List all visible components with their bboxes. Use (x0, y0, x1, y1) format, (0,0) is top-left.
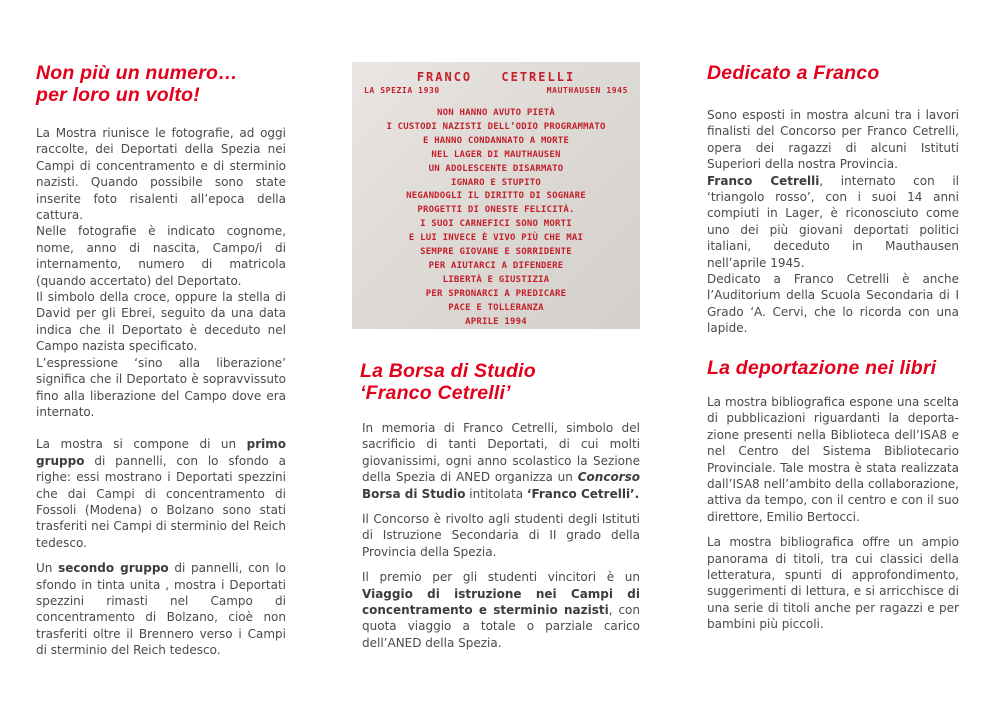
paragraph-concorso: In memoria di Franco Cetrelli, simbolo del sacrificio di tanti Deportati, di cui molti giovanissimi, ogni anno scolastico la Sezione della Spezia di ANED organizza un Concorso Borsa di Studio intitolata ‘Franco Cetrelli’. (362, 421, 640, 501)
plaque-line: UN ADOLESCENTE DISARMATO (428, 163, 564, 174)
paragraph-franco: Franco Cetrelli, internato con il ‘triangolo rosso’, con i suoi 14 anni compiuti in Lager, è riconosciuto come uno dei più giovani deportati politici italiani, deceduto in Mauthausen nell’aprile 1945. (707, 173, 959, 270)
plaque-line: PACE E TOLLERANZA (448, 302, 544, 313)
plaque-epitaph (352, 107, 640, 330)
bold-first-group: primo gruppo (36, 437, 286, 468)
section-title-dedicato: Dedicato a Franco (707, 62, 880, 84)
paragraph-second-group: Un secondo gruppo di pannelli, con lo sfondo in tinta unita , mostra i Deportati spezzini rimasti nel Campo di concentramento di Bolzano, cioè non trasferiti oltre il Brennero verso i Campi di sterminio del Reich tedesco. (36, 561, 287, 658)
section-title-borsa (360, 360, 640, 404)
paragraph-photo-info: Nelle fotografie è indicato cognome, nome, anno di nascita, Campo/i di internamento, numero di matricola (quando accertato) del Deportato. (36, 224, 286, 288)
plaque-line: NEL LAGER DI MAUTHAUSEN (431, 149, 561, 160)
plaque-name: FRANCO CETRELLI (416, 70, 576, 84)
plaque-line: E LUI INVECE È VIVO PIÙ CHE MAI (408, 233, 584, 244)
plaque-line: APRILE 1994 (465, 316, 527, 327)
plaque-dates (364, 86, 628, 95)
bold-borsa: Borsa di Studio (362, 486, 466, 501)
plaque-line: PER AIUTARCI A DIFENDERE (428, 260, 564, 271)
title-line-1: La Borsa di Studio (360, 360, 536, 382)
plaque-line: NEGANDOGLI IL DIRITTO DI SOGNARE (406, 191, 586, 202)
plaque-line: SEMPRE GIOVANE E SORRIDENTE (420, 247, 572, 258)
paragraph-bibliografica: La mostra bibliografica espone una scelta di pubblicazioni riguardanti la deporta-zione presenti nella Biblioteca dell’ISA8 e nel Centro del Sistema Bibliotecario Provinciale. Tale mostra è stata realizzata dall’ISA8 nell’ambito della collaborazione, attiva da tempo, con il centro e con il suo direttore, Emilio Bertocci. (707, 395, 959, 524)
plaque-line: NON HANNO AVUTO PIETÀ (437, 108, 555, 118)
plaque-death: MAUTHAUSEN 1945 (546, 86, 628, 95)
bold-viaggio: Viaggio di istruzione nei Campi di concentramento e sterminio nazisti (362, 586, 640, 618)
title-line-2: per loro un volto! (36, 84, 200, 106)
paragraph-esposti: Sono esposti in mostra alcuni tra i lavori finalisti del Concorso per Franco Cetrelli, opera dei ragazzi di alcuni Istituti Superiori della nostra Provincia. (707, 108, 959, 172)
paragraph-panorama: La mostra bibliografica offre un ampio panorama di titoli, tra cui classici della letteratura, spunti di approfondimento, suggerimenti di lettura, e si arricchisce di una serie di titoli anche per ragazzi e per bambini più piccoli. (707, 535, 959, 632)
plaque-line: IGNARO E STUPITO (451, 177, 541, 188)
plaque-line: PROGETTI DI ONESTE FELICITÀ. (417, 205, 575, 216)
memorial-plaque-photo (352, 62, 640, 329)
paragraph-rivolto: Il Concorso è rivolto agli studenti degli Istituti di Istruzione Secondaria di II grado della Provincia della Spezia. (362, 512, 640, 559)
section-title-libri: La deportazione nei libri (707, 357, 937, 379)
title-line-1: Non più un numero… (36, 62, 238, 84)
paragraph-symbols: Il simbolo della croce, oppure la stella di David per gli Ebrei, seguito da una data indica che il Deportato è deceduto nel Campo nazista specificato. (36, 290, 286, 354)
paragraph-first-group: La mostra si compone di un primo gruppo di pannelli, con lo sfondo a righe: essi mostrano i Deportati spezzini che dai Campi di concentramento di Fossoli (Modena) o Bolzano sono stati trasferiti nei Campi di sterminio del Reich tedesco. (36, 437, 286, 550)
plaque-line: I SUOI CARNEFICI SONO MORTI (420, 219, 572, 230)
plaque-line: E HANNO CONDANNATO A MORTE (422, 135, 570, 146)
plaque-line: I CUSTODI NAZISTI DELL’ODIO PROGRAMMATO (386, 121, 606, 132)
bold-franco-cetrelli: ‘Franco Cetrelli’. (526, 486, 640, 501)
plaque-line: LIBERTÀ E GIUSTIZIA (442, 274, 550, 285)
bold-franco-cetrelli: Franco Cetrelli (707, 173, 820, 188)
paragraph-liberation: L’espressione ‘sino alla liberazione’ significa che il Deportato è sopravvissuto fino alla liberazione del Campo dove era internato. (36, 355, 286, 419)
bold-concorso: Concorso (577, 470, 640, 485)
bold-second-group: secondo gruppo (58, 561, 169, 576)
section-title-mostra (36, 62, 296, 106)
paragraph-auditorium: Dedicato a Franco Cetrelli è anche l’Auditorium della Scuola Secondaria di I Grado ‘A. Cervi, che lo ricorda con una lapide. (707, 272, 959, 336)
plaque-birth: LA SPEZIA 1930 (364, 86, 440, 95)
paragraph-intro: La Mostra riunisce le fotografie, ad oggi raccolte, dei Deportati della Spezia nei Campi di concentramento e di sterminio nazisti. Quando possibile sono state inserite foto risalenti all’epoca della cattura. (36, 126, 286, 223)
title-line-2: ‘Franco Cetrelli’ (360, 382, 511, 404)
paragraph-premio: Il premio per gli studenti vincitori è un Viaggio di istruzione nei Campi di concentramento e sterminio nazisti, con quota viaggio a totale o parziale carico dell’ANED della Spezia. (362, 570, 640, 650)
plaque-line: PER SPRONARCI A PREDICARE (425, 288, 567, 299)
